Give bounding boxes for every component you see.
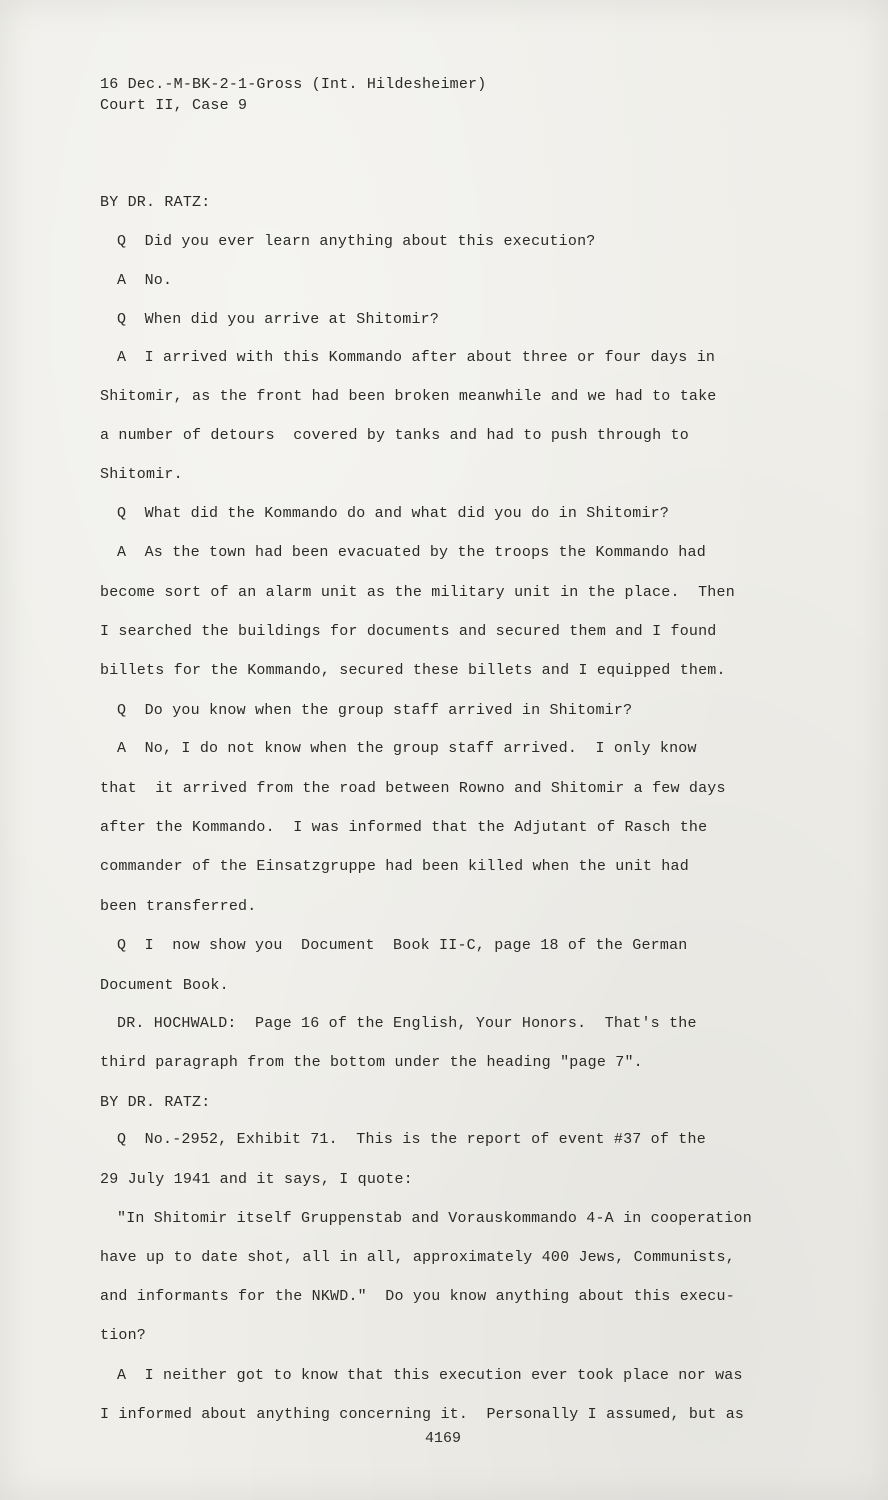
question-line: Q No.-2952, Exhibit 71. This is the report of event #37 of the <box>117 1131 706 1148</box>
page-number: 4169 <box>425 1430 462 1447</box>
answer-continuation: commander of the Einsatzgruppe had been killed when the unit had <box>100 858 689 875</box>
answer-continuation: I searched the buildings for documents and secured them and I found <box>100 623 717 640</box>
speaker-label: BY DR. RATZ: <box>100 1094 211 1111</box>
question-line: Q Did you ever learn anything about this execution? <box>117 233 596 250</box>
question-line: Q What did the Kommando do and what did you do in Shitomir? <box>117 505 670 522</box>
question-continuation: 29 July 1941 and it says, I quote: <box>100 1171 413 1188</box>
speaker-continuation: third paragraph from the bottom under the heading "page 7". <box>100 1054 643 1071</box>
answer-line: A No. <box>117 272 173 289</box>
answer-line: A I arrived with this Kommando after about three or four days in <box>117 349 716 366</box>
quote-continuation: have up to date shot, all in all, approximately 400 Jews, Communists, <box>100 1249 735 1266</box>
answer-continuation: Shitomir, as the front had been broken meanwhile and we had to take <box>100 388 717 405</box>
answer-continuation: Shitomir. <box>100 466 183 483</box>
quote-line: "In Shitomir itself Gruppenstab and Vorauskommando 4-A in cooperation <box>117 1210 752 1227</box>
answer-line: A No, I do not know when the group staff arrived. I only know <box>117 740 697 757</box>
answer-line: A I neither got to know that this execution ever took place nor was <box>117 1367 743 1384</box>
answer-continuation: become sort of an alarm unit as the military unit in the place. Then <box>100 584 735 601</box>
speaker-line: DR. HOCHWALD: Page 16 of the English, Your Honors. That's the <box>117 1015 697 1032</box>
question-line: Q When did you arrive at Shitomir? <box>117 311 440 328</box>
answer-line: A As the town had been evacuated by the troops the Kommando had <box>117 544 706 561</box>
header-line-1: 16 Dec.-M-BK-2-1-Gross (Int. Hildesheimer) <box>100 76 487 93</box>
speaker-label: BY DR. RATZ: <box>100 194 211 211</box>
answer-continuation: that it arrived from the road between Rowno and Shitomir a few days <box>100 780 726 797</box>
quote-continuation: and informants for the NKWD." Do you know anything about this execu- <box>100 1288 735 1305</box>
answer-continuation: after the Kommando. I was informed that the Adjutant of Rasch the <box>100 819 708 836</box>
question-line: Q Do you know when the group staff arrived in Shitomir? <box>117 702 633 719</box>
answer-continuation: a number of detours covered by tanks and had to push through to <box>100 427 689 444</box>
answer-continuation: I informed about anything concerning it. Personally I assumed, but as <box>100 1406 745 1423</box>
answer-continuation: been transferred. <box>100 898 257 915</box>
question-line: Q I now show you Document Book II-C, page 18 of the German <box>117 937 688 954</box>
answer-continuation: billets for the Kommando, secured these billets and I equipped them. <box>100 662 726 679</box>
header-line-2: Court II, Case 9 <box>100 97 248 114</box>
quote-continuation: tion? <box>100 1327 147 1344</box>
question-continuation: Document Book. <box>100 977 229 994</box>
